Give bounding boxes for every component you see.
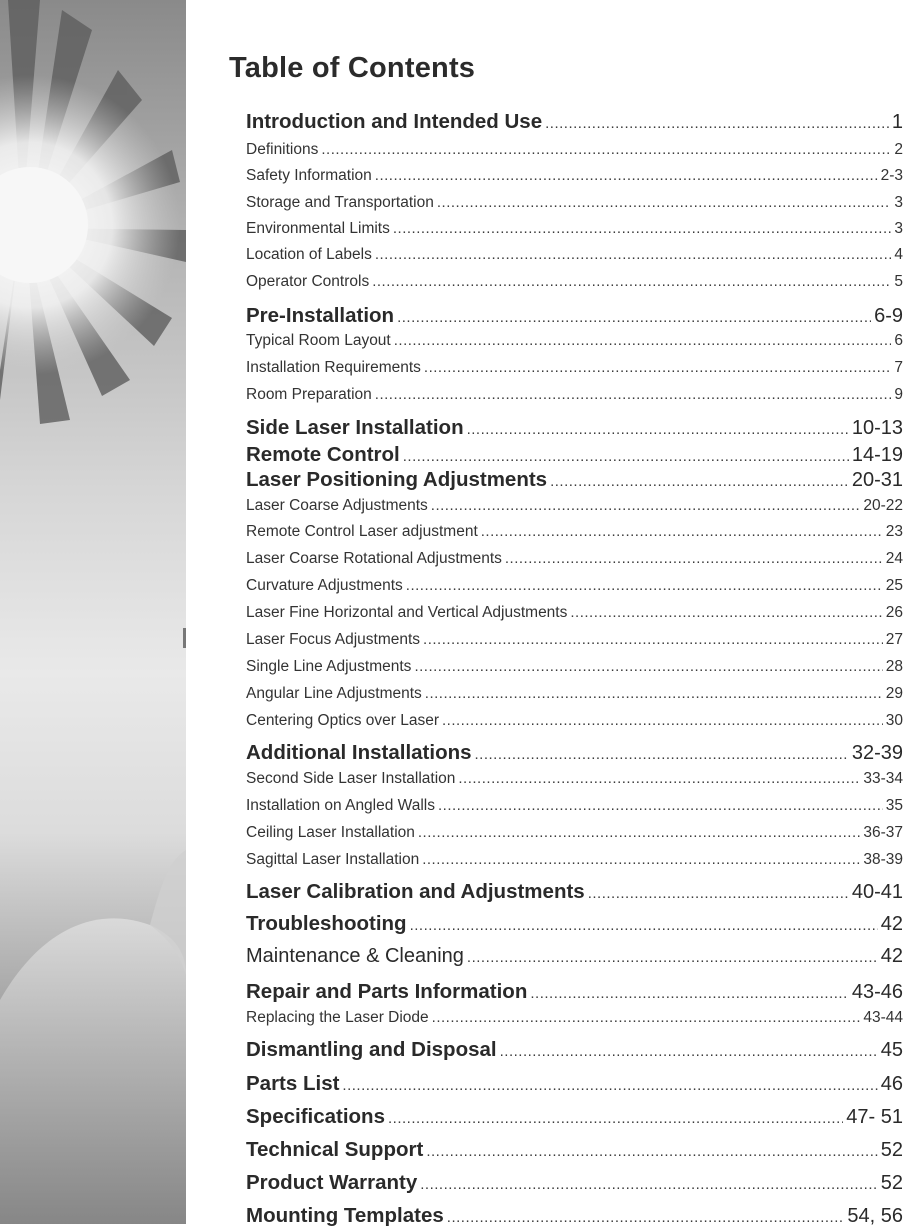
toc-entry-title: Introduction and Intended Use (246, 110, 543, 133)
dot-leader (414, 658, 882, 675)
dot-leader (550, 473, 849, 490)
toc-entry-page: 36-37 (863, 824, 903, 841)
toc-entry-title: Second Side Laser Installation (246, 770, 456, 787)
toc-entry-title: Storage and Transportation (246, 194, 434, 211)
toc-entry (246, 577, 903, 595)
toc-entry (246, 110, 903, 134)
dot-leader (394, 332, 892, 349)
toc-entry (246, 770, 903, 788)
dot-leader (426, 1143, 877, 1160)
toc-entry-title: Angular Line Adjustments (246, 685, 422, 702)
toc-entry (246, 880, 903, 904)
toc-entry-page: 43-44 (863, 1009, 903, 1026)
toc-entry (246, 443, 903, 467)
toc-entry-page: 7 (894, 359, 903, 376)
starburst-face-illustration (0, 0, 186, 1224)
dot-leader (375, 386, 892, 403)
toc-entry-page: 45 (880, 1039, 903, 1061)
toc-entry-page: 28 (885, 658, 903, 675)
toc-entry-title: Laser Fine Horizontal and Vertical Adjustments (246, 604, 568, 621)
toc-entry (246, 631, 903, 649)
toc-entry-title: Specifications (246, 1105, 385, 1128)
toc-entry (246, 1105, 903, 1129)
dot-leader (375, 167, 878, 184)
toc-entry (246, 851, 903, 869)
toc-entry (246, 712, 903, 730)
toc-entry-title: Replacing the Laser Diode (246, 1009, 429, 1026)
toc-entry-title: Mounting Templates (246, 1204, 444, 1227)
dot-leader (481, 523, 883, 540)
dot-leader (442, 712, 883, 729)
toc-entry-title: Typical Room Layout (246, 332, 391, 349)
toc-entry (246, 497, 903, 515)
dot-leader (342, 1077, 877, 1094)
toc-entry-title: Sagittal Laser Installation (246, 851, 420, 868)
toc-entry (246, 304, 903, 328)
toc-entry-title: Parts List (246, 1072, 340, 1095)
toc-entry (246, 797, 903, 815)
toc-entry-page: 6-9 (874, 305, 903, 327)
decorative-side-panel (0, 0, 186, 1224)
dot-leader (467, 949, 878, 966)
toc-entry-title: Curvature Adjustments (246, 577, 403, 594)
dot-leader (410, 917, 878, 934)
dot-leader (420, 1176, 878, 1193)
toc-entry (246, 824, 903, 842)
dot-leader (475, 746, 849, 763)
toc-entry (246, 359, 903, 377)
toc-entry-title: Additional Installations (246, 741, 472, 764)
toc-entry-page: 52 (880, 1139, 903, 1161)
toc-entry-title: Installation Requirements (246, 359, 421, 376)
toc-entry-page: 24 (885, 550, 903, 567)
toc-entry-title: Remote Control (246, 443, 400, 466)
dot-leader (403, 448, 849, 465)
toc-entry (246, 658, 903, 676)
toc-entry (246, 1171, 903, 1195)
dot-leader (447, 1209, 845, 1226)
toc-entry (246, 741, 903, 765)
toc-entry-title: Laser Coarse Rotational Adjustments (246, 550, 502, 567)
dot-leader (418, 824, 860, 841)
dot-leader (424, 359, 891, 376)
toc-entry-title: Definitions (246, 141, 319, 158)
dot-leader (422, 851, 860, 868)
toc-entry (246, 550, 903, 568)
toc-entry-title: Troubleshooting (246, 912, 407, 935)
page-title: Table of Contents (229, 52, 476, 84)
dot-leader (467, 421, 849, 438)
toc-entry-page: 27 (885, 631, 903, 648)
toc-entry (246, 1072, 903, 1096)
toc-entry-title: Repair and Parts Information (246, 980, 528, 1003)
toc-entry-title: Pre-Installation (246, 304, 395, 327)
toc-entry (246, 1138, 903, 1162)
dot-leader (500, 1043, 878, 1060)
toc-entry-page: 32-39 (851, 742, 903, 764)
toc-entry-title: Product Warranty (246, 1171, 418, 1194)
toc-entry-page: 2 (894, 141, 903, 158)
toc-entry-title: Laser Positioning Adjustments (246, 468, 548, 491)
toc-entry-page: 47- 51 (846, 1106, 903, 1128)
toc-entry-page: 42 (880, 945, 903, 967)
toc-entry-page: 26 (885, 604, 903, 621)
toc-entry (246, 685, 903, 703)
toc-entry-page: 3 (894, 194, 903, 211)
toc-entry-page: 29 (885, 685, 903, 702)
toc-entry-page: 9 (894, 386, 903, 403)
toc-entry (246, 912, 903, 936)
dot-leader (505, 550, 883, 567)
dot-leader (431, 497, 861, 514)
toc-entry-title: Environmental Limits (246, 220, 390, 237)
toc-entry-page: 20-22 (863, 497, 903, 514)
toc-entry (246, 273, 903, 291)
dot-leader (393, 220, 892, 237)
toc-entry-page: 46 (880, 1073, 903, 1095)
toc-entry (246, 141, 903, 159)
dot-leader (397, 309, 871, 326)
toc-entry-page: 14-19 (851, 444, 903, 466)
toc-entry (246, 604, 903, 622)
toc-entry-page: 35 (885, 797, 903, 814)
toc-entry (246, 386, 903, 404)
toc-entry-page: 3 (894, 220, 903, 237)
toc-entry-title: Location of Labels (246, 246, 372, 263)
toc-entry (246, 1009, 903, 1027)
dot-leader (406, 577, 883, 594)
toc-entry-page: 23 (885, 523, 903, 540)
toc-entry-page: 30 (885, 712, 903, 729)
toc-entry-title: Installation on Angled Walls (246, 797, 435, 814)
toc-entry-page: 4 (894, 246, 903, 263)
dot-leader (321, 141, 891, 158)
toc-entry-title: Side Laser Installation (246, 416, 464, 439)
toc-entry (246, 980, 903, 1004)
toc-entry (246, 167, 903, 185)
dot-leader (570, 604, 882, 621)
toc-entry-title: Dismantling and Disposal (246, 1038, 497, 1061)
toc-entry-title: Room Preparation (246, 386, 372, 403)
toc-entry-title: Maintenance & Cleaning (246, 945, 464, 967)
edge-mark (183, 628, 186, 648)
dot-leader (372, 273, 891, 290)
toc-entry-page: 6 (894, 332, 903, 349)
dot-leader (375, 246, 892, 263)
toc-entry (246, 332, 903, 350)
toc-entry-page: 1 (891, 111, 903, 133)
toc-entry (246, 220, 903, 238)
toc-entry (246, 194, 903, 212)
toc-entry (246, 1038, 903, 1062)
dot-leader (438, 797, 883, 814)
dot-leader (432, 1009, 861, 1026)
toc-entry-page: 33-34 (863, 770, 903, 787)
toc-entry-page: 10-13 (851, 417, 903, 439)
toc-entry-title: Single Line Adjustments (246, 658, 412, 675)
toc-entry-title: Centering Optics over Laser (246, 712, 439, 729)
toc-entry (246, 1204, 903, 1228)
toc-entry (246, 416, 903, 440)
dot-leader (425, 685, 883, 702)
toc-entry-page: 5 (894, 273, 903, 290)
toc-entry-title: Safety Information (246, 167, 372, 184)
toc-entry (246, 246, 903, 264)
toc-entry-title: Laser Calibration and Adjustments (246, 880, 585, 903)
dot-leader (423, 631, 883, 648)
toc-entry-page: 54, 56 (847, 1205, 903, 1227)
toc-entry-page: 25 (885, 577, 903, 594)
toc-entry-title: Laser Focus Adjustments (246, 631, 421, 648)
toc-entry-title: Ceiling Laser Installation (246, 824, 415, 841)
toc-entry-page: 42 (880, 913, 903, 935)
dot-leader (588, 885, 849, 902)
face-silhouette (0, 918, 186, 1224)
toc-entry-page: 38-39 (863, 851, 903, 868)
dot-leader (437, 194, 892, 211)
toc-entry-page: 20-31 (851, 469, 903, 491)
toc-entry (246, 945, 903, 968)
dot-leader (530, 985, 848, 1002)
toc-entry-title: Technical Support (246, 1138, 424, 1161)
toc-entry-title: Remote Control Laser adjustment (246, 523, 478, 540)
toc-entry (246, 523, 903, 541)
toc-entry-page: 52 (880, 1172, 903, 1194)
dot-leader (545, 115, 889, 132)
dot-leader (388, 1110, 843, 1127)
dot-leader (458, 770, 860, 787)
toc-entry (246, 468, 903, 492)
toc-entry-page: 40-41 (851, 881, 903, 903)
toc-entry-title: Operator Controls (246, 273, 370, 290)
toc-entry-title: Laser Coarse Adjustments (246, 497, 428, 514)
toc-entry-page: 2-3 (880, 167, 903, 184)
toc-entry-page: 43-46 (851, 981, 903, 1003)
